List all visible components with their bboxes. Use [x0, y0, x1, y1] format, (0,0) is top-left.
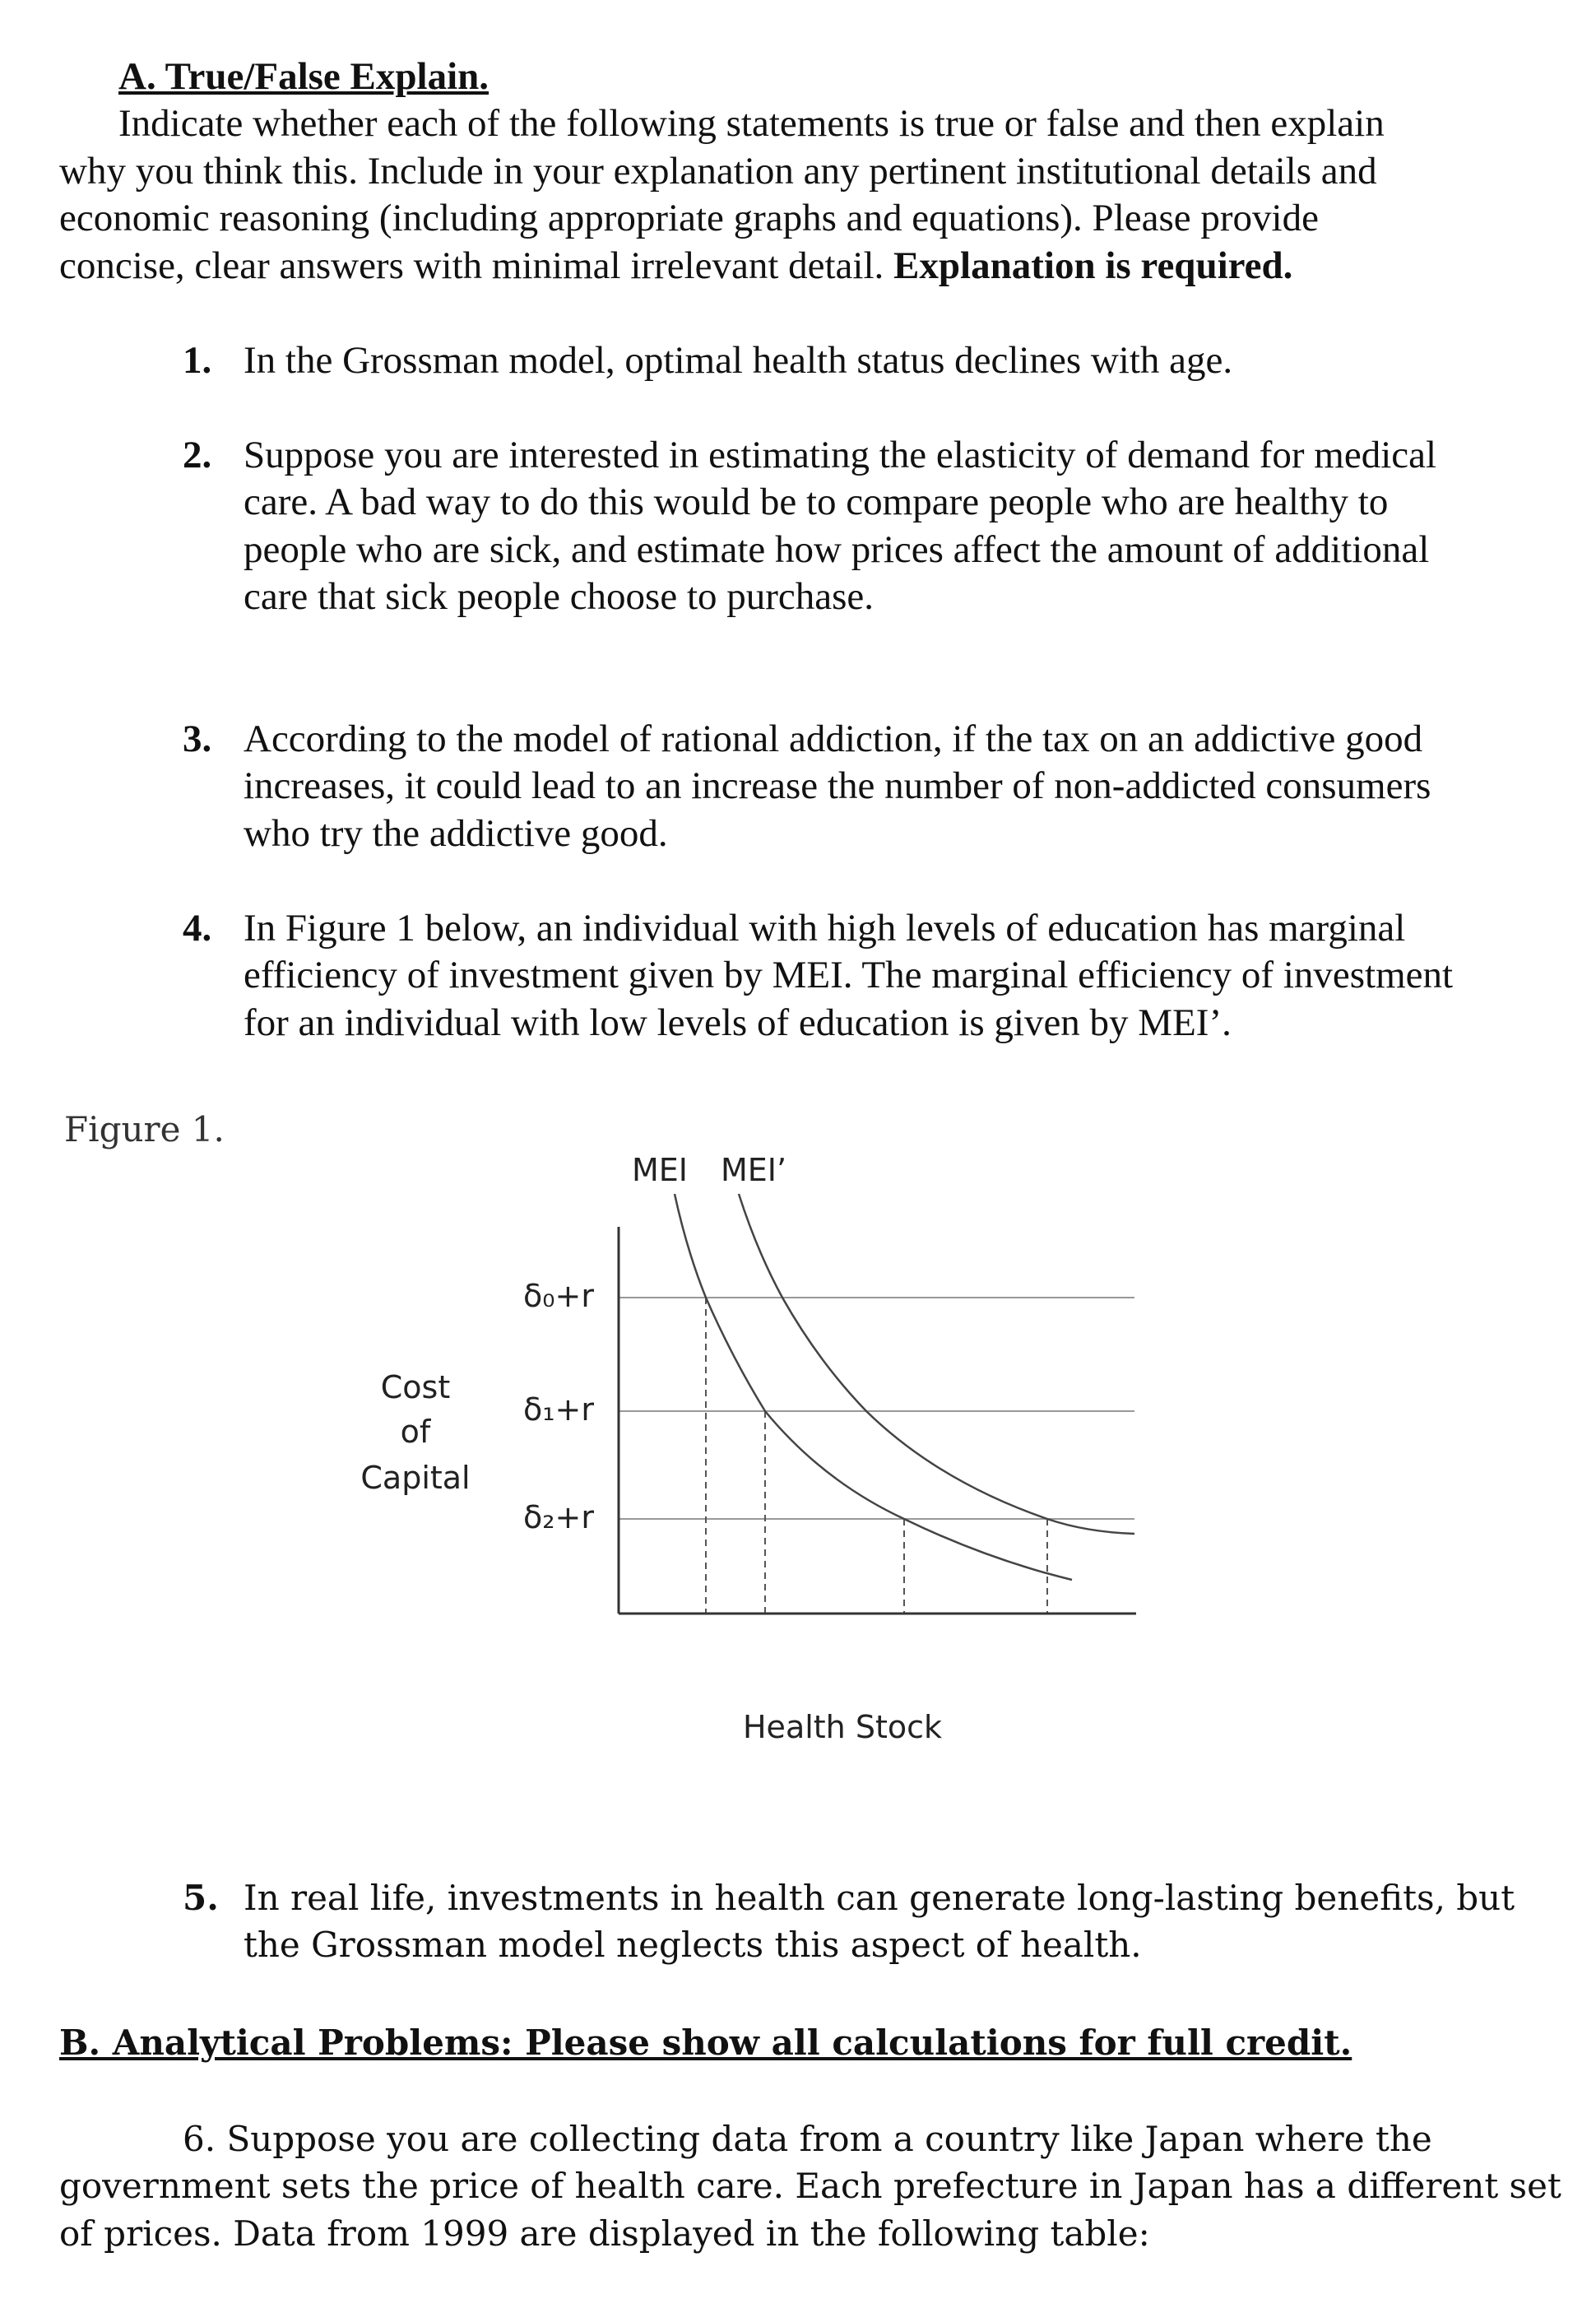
- mei-prime-curve: [739, 1194, 1134, 1534]
- y-axis-label-line: of: [400, 1414, 431, 1450]
- item-line: According to the model of rational addiction, if the tax on an addictive good: [244, 717, 1423, 760]
- mei-curve: [675, 1194, 1072, 1580]
- item-line: for an individual with low levels of education is given by MEI’.: [244, 1001, 1232, 1044]
- item-number: 4.: [183, 907, 212, 950]
- item-line: of prices. Data from 1999 are displayed in the following table:: [59, 2213, 1150, 2254]
- intro-line: economic reasoning (including appropriate graphs and equations). Please provide: [59, 197, 1319, 239]
- y-axis-label-line: Capital: [360, 1460, 471, 1496]
- item-line: people who are sick, and estimate how prices affect the amount of additional: [244, 528, 1430, 571]
- item-text: Suppose you are collecting data from a country like Japan where the: [226, 2119, 1432, 2159]
- intro-text: concise, clear answers with minimal irrelevant detail.: [59, 244, 884, 287]
- level-label-0: δ₀+r: [523, 1278, 594, 1314]
- item-line: care. A bad way to do this would be to compare people who are healthy to: [244, 481, 1389, 523]
- level-label-1: δ₁+r: [523, 1391, 594, 1428]
- mei-label: MEI: [632, 1152, 689, 1188]
- item-line: In real life, investments in health can generate long-lasting benefits, but: [244, 1878, 1515, 1918]
- item-line: efficiency of investment given by MEI. The marginal efficiency of investment: [244, 954, 1454, 996]
- item-line: who try the addictive good.: [244, 812, 668, 855]
- item-line: the Grossman model neglects this aspect of health.: [244, 1925, 1142, 1965]
- item-number: 1.: [183, 339, 212, 382]
- x-axis-label: Health Stock: [742, 1709, 943, 1745]
- item-number: 5.: [183, 1878, 219, 1918]
- item-line: In Figure 1 below, an individual with high levels of education has marginal: [244, 907, 1406, 950]
- level-label-2: δ₂+r: [523, 1499, 594, 1535]
- item-number: 3.: [183, 717, 212, 760]
- level-lines: [619, 1298, 1134, 1519]
- item-number: 2.: [183, 434, 212, 476]
- item-line: Suppose you are interested in estimating the elasticity of demand for medical: [244, 434, 1437, 476]
- section-b-heading: B. Analytical Problems: Please show all calculations for full credit.: [59, 2022, 1352, 2063]
- intro-line: Indicate whether each of the following statements is true or false and then explain: [118, 102, 1385, 145]
- item-line: care that sick people choose to purchase.: [244, 575, 875, 618]
- item-line: In the Grossman model, optimal health status declines with age.: [244, 339, 1233, 382]
- mei-prime-label: MEI’: [721, 1152, 787, 1188]
- axes: [619, 1227, 1136, 1614]
- item-line: increases, it could lead to an increase the number of non-addicted consumers: [244, 764, 1431, 807]
- dashed-guides: [706, 1298, 1047, 1614]
- figure-caption: Figure 1.: [64, 1109, 225, 1149]
- item-line: [183, 2115, 1432, 2162]
- item-line: government sets the price of health care. Each prefecture in Japan has a different set: [59, 2166, 1561, 2206]
- y-axis-label-line: Cost: [380, 1369, 451, 1405]
- intro-bold: Explanation is required.: [893, 244, 1293, 287]
- section-a-heading: A. True/False Explain.: [118, 55, 489, 98]
- item-number: 6.: [183, 2119, 216, 2159]
- intro-line: why you think this. Include in your explanation any pertinent institutional details and: [59, 150, 1377, 193]
